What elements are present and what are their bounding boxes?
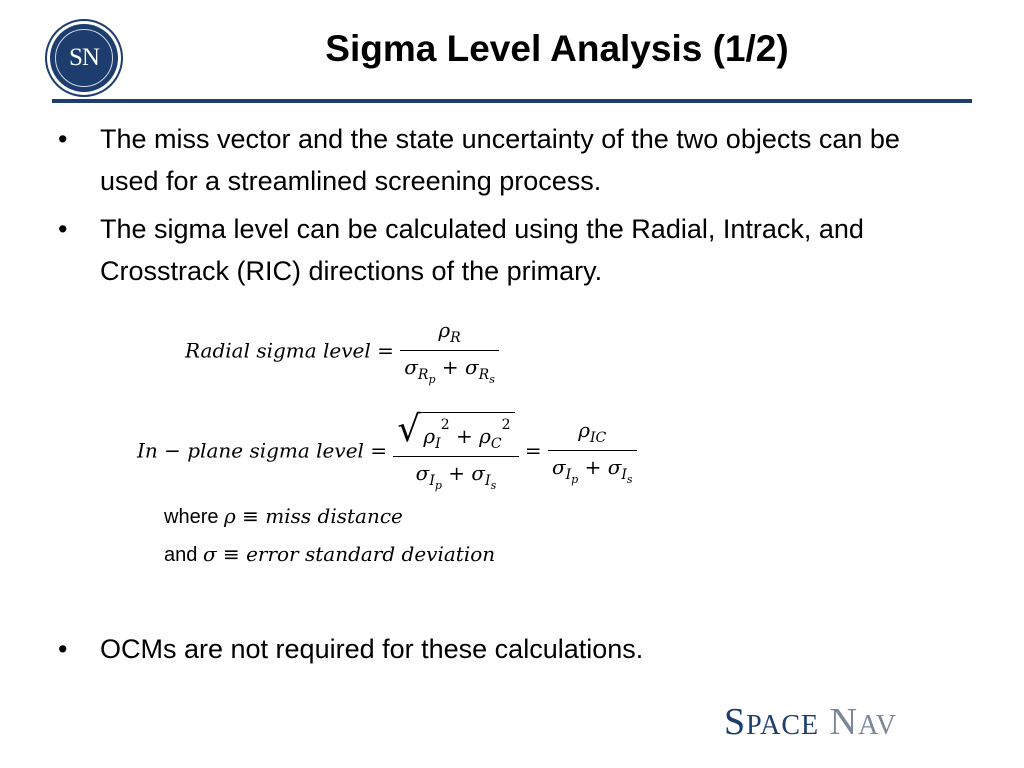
inplane-sigma-equation [137, 409, 637, 492]
bullet-text: The miss vector and the state uncertainty of the two objects can be used for a streamlined screening process. [100, 124, 900, 196]
logo-text: SN [69, 44, 99, 71]
bullet-dot: • [58, 124, 68, 154]
bullet-item [58, 118, 958, 202]
bullet-list-top [58, 118, 958, 298]
brand-av: AV [858, 710, 897, 741]
inplane-fraction-left: √ $\rho_I^2 + \rho_C^2$ $\sigma_{I_p} + \sigma_{I_s}$ [393, 412, 518, 492]
bullet-dot: • [58, 214, 68, 244]
bullet-text: OCMs are not required for these calculations. [100, 634, 644, 664]
slide-title: Sigma Level Analysis (1/2) [325, 28, 789, 69]
sigma-definition: σ ≡ error standard deviation [202, 542, 496, 566]
definition-rho [164, 504, 403, 529]
spacenav-wordmark [724, 700, 897, 744]
title-divider [52, 99, 972, 103]
rho-definition: ρ ≡ miss distance [224, 504, 403, 528]
bullet-item [58, 208, 958, 292]
radial-sigma-equation [185, 318, 499, 386]
square-root: √ $\rho_I^2 + \rho_C^2$ [397, 412, 514, 452]
where-word: where [164, 506, 219, 528]
and-word: and [164, 544, 198, 566]
spacenav-logo [50, 24, 118, 92]
brand-s: S [724, 701, 747, 743]
brand-n: N [829, 701, 859, 743]
bullet-text: The sigma level can be calculated using the Radial, Intrack, and Crosstrack (RIC) directions of the primary. [100, 214, 864, 286]
radial-fraction: $\frac{\rho_R}{\sigma_{R_p} + \sigma_{R_s}}$ [400, 318, 499, 386]
inplane-lhs: In − plane sigma level = [137, 438, 388, 463]
bullet-dot: • [58, 634, 68, 664]
equals-sign: = [524, 438, 542, 463]
bullet-list-bottom [58, 628, 958, 676]
radial-lhs: Radial sigma level = [185, 338, 394, 363]
inplane-fraction-right: $\frac{\rho_{IC}}{\sigma_{I_p} + \sigma_{I_s}}$ [548, 418, 637, 486]
logo-ring [55, 29, 113, 87]
bullet-item [58, 628, 958, 670]
brand-pace: PACE [746, 710, 820, 741]
definition-sigma [164, 542, 495, 567]
